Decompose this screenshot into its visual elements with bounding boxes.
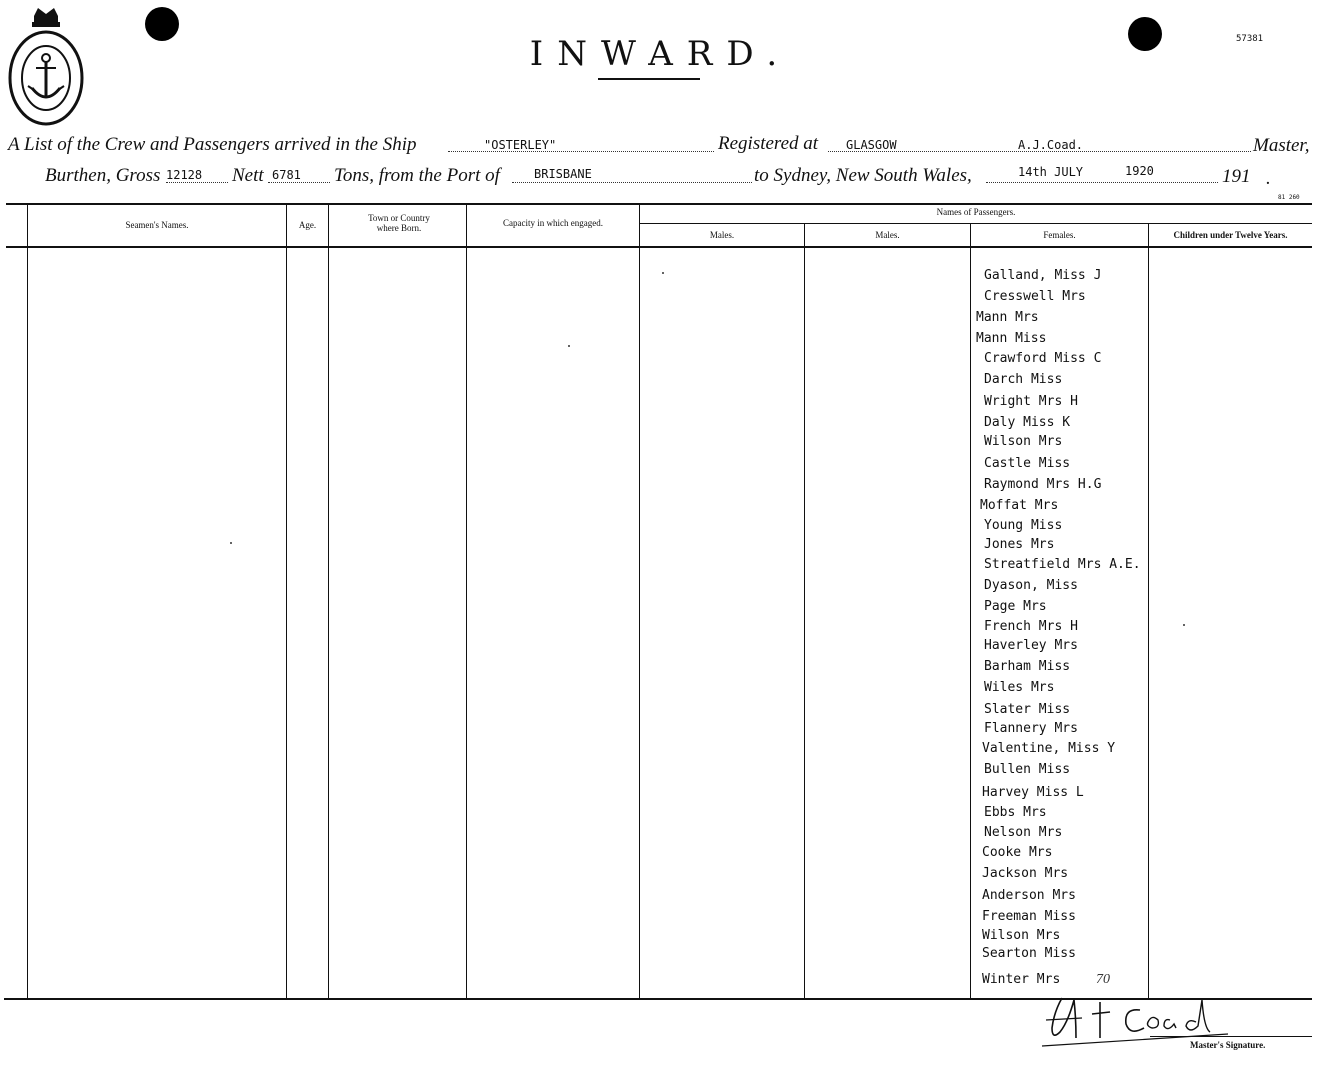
col-header-age: Age. xyxy=(298,220,317,230)
small-code: 81 260 xyxy=(1278,194,1300,201)
passenger-count-note: 70 xyxy=(1096,972,1110,987)
col-divider-2 xyxy=(286,205,287,998)
list-item: Wilson Mrs xyxy=(984,434,1063,449)
col-header-capacity: Capacity in which engaged. xyxy=(503,218,603,228)
from-port: BRISBANE xyxy=(534,167,592,181)
label-to-sydney: to Sydney, New South Wales, xyxy=(754,165,972,186)
list-item: Galland, Miss J xyxy=(984,268,1102,283)
list-item: Daly Miss K xyxy=(984,415,1071,430)
col-divider-5 xyxy=(639,205,640,998)
col-header-names-of-passengers: Names of Passengers. xyxy=(936,207,1016,217)
list-item: Jackson Mrs xyxy=(982,866,1069,881)
col-divider-7 xyxy=(970,223,971,998)
list-item: Flannery Mrs xyxy=(984,721,1078,736)
scan-speck xyxy=(568,345,570,347)
master-name: A.J.Coad. xyxy=(1018,138,1084,152)
table-top-rule xyxy=(6,203,1312,205)
col-header-town-born: Town or Country where Born. xyxy=(368,213,430,233)
col-divider-4 xyxy=(466,205,467,998)
list-item: Jones Mrs xyxy=(984,537,1055,552)
col-divider-1 xyxy=(27,205,28,998)
list-item: Ebbs Mrs xyxy=(984,805,1047,820)
list-item: Harvey Miss L xyxy=(982,785,1084,800)
list-item: Mann Mrs xyxy=(976,310,1039,325)
col-header-children: Children under Twelve Years. xyxy=(1173,230,1288,240)
page-title: INWARD. xyxy=(529,34,792,74)
list-item: Mann Miss xyxy=(976,331,1047,346)
scan-speck xyxy=(662,272,664,274)
ship-name: "OSTERLEY" xyxy=(484,138,557,152)
label-nett: Nett xyxy=(232,165,264,186)
col-divider-3 xyxy=(328,205,329,998)
list-item: Darch Miss xyxy=(984,372,1063,387)
list-item: Anderson Mrs xyxy=(982,888,1076,903)
arrival-date-line xyxy=(986,182,1218,183)
col-header-seamens-names: Seamen's Names. xyxy=(125,220,189,230)
label-tons-from-port: Tons, from the Port of xyxy=(334,165,500,186)
signature-rule xyxy=(1150,1036,1312,1037)
list-item: Bullen Miss xyxy=(984,762,1071,777)
list-item: Wiles Mrs xyxy=(984,680,1055,695)
list-item: Castle Miss xyxy=(984,456,1071,471)
form-number: 57381 xyxy=(1236,34,1264,44)
header-bottom-rule xyxy=(6,246,1312,248)
nett-tons-line xyxy=(268,182,330,183)
gross-tons-line xyxy=(166,182,228,183)
list-item: Barham Miss xyxy=(984,659,1071,674)
list-item: Nelson Mrs xyxy=(984,825,1063,840)
scan-speck xyxy=(1183,624,1185,626)
list-item: French Mrs H xyxy=(984,619,1078,634)
arrival-year: 1920 xyxy=(1125,164,1154,178)
list-item: Cooke Mrs xyxy=(982,845,1053,860)
passengers-subheader-rule xyxy=(640,223,1312,224)
label-burthen-gross: Burthen, Gross xyxy=(45,165,161,186)
list-item: Haverley Mrs xyxy=(984,638,1078,653)
list-item: Young Miss xyxy=(984,518,1063,533)
label-registered-at: Registered at xyxy=(718,133,819,154)
label-list-of-crew: A List of the Crew and Passengers arrived in the Ship xyxy=(8,134,417,155)
col-header-males-2: Males. xyxy=(875,230,900,240)
list-item: Streatfield Mrs A.E. xyxy=(984,557,1141,572)
scan-speck xyxy=(230,542,232,544)
col-divider-8 xyxy=(1148,223,1149,998)
printed-period: . xyxy=(1266,168,1271,189)
signature-label: Master's Signature. xyxy=(1190,1040,1266,1050)
list-item: Raymond Mrs H.G xyxy=(984,477,1102,492)
list-item: Winter Mrs xyxy=(982,972,1061,987)
list-item: Crawford Miss C xyxy=(984,351,1102,366)
list-item: Moffat Mrs xyxy=(980,498,1059,513)
list-item: Dyason, Miss xyxy=(984,578,1078,593)
col-header-males-1: Males. xyxy=(709,230,735,240)
list-item: Wright Mrs H xyxy=(984,394,1078,409)
list-item: Searton Miss xyxy=(982,946,1076,961)
list-item: Freeman Miss xyxy=(982,909,1076,924)
registered-port: GLASGOW xyxy=(846,138,897,152)
list-item: Slater Miss xyxy=(984,702,1071,717)
col-header-females: Females. xyxy=(1043,230,1076,240)
label-master: Master, xyxy=(1253,135,1310,156)
list-item: Wilson Mrs xyxy=(982,928,1061,943)
arrival-day-month: 14th JULY xyxy=(1018,165,1084,179)
list-item: Cresswell Mrs xyxy=(984,289,1086,304)
from-port-line xyxy=(512,182,752,183)
nett-tons: 6781 xyxy=(272,168,301,182)
col-divider-6 xyxy=(804,223,805,998)
list-item: Valentine, Miss Y xyxy=(982,741,1116,756)
list-item: Page Mrs xyxy=(984,599,1047,614)
printed-year-prefix: 191 xyxy=(1222,166,1251,187)
title-ornament-rule xyxy=(598,78,700,80)
gross-tons: 12128 xyxy=(166,168,203,182)
